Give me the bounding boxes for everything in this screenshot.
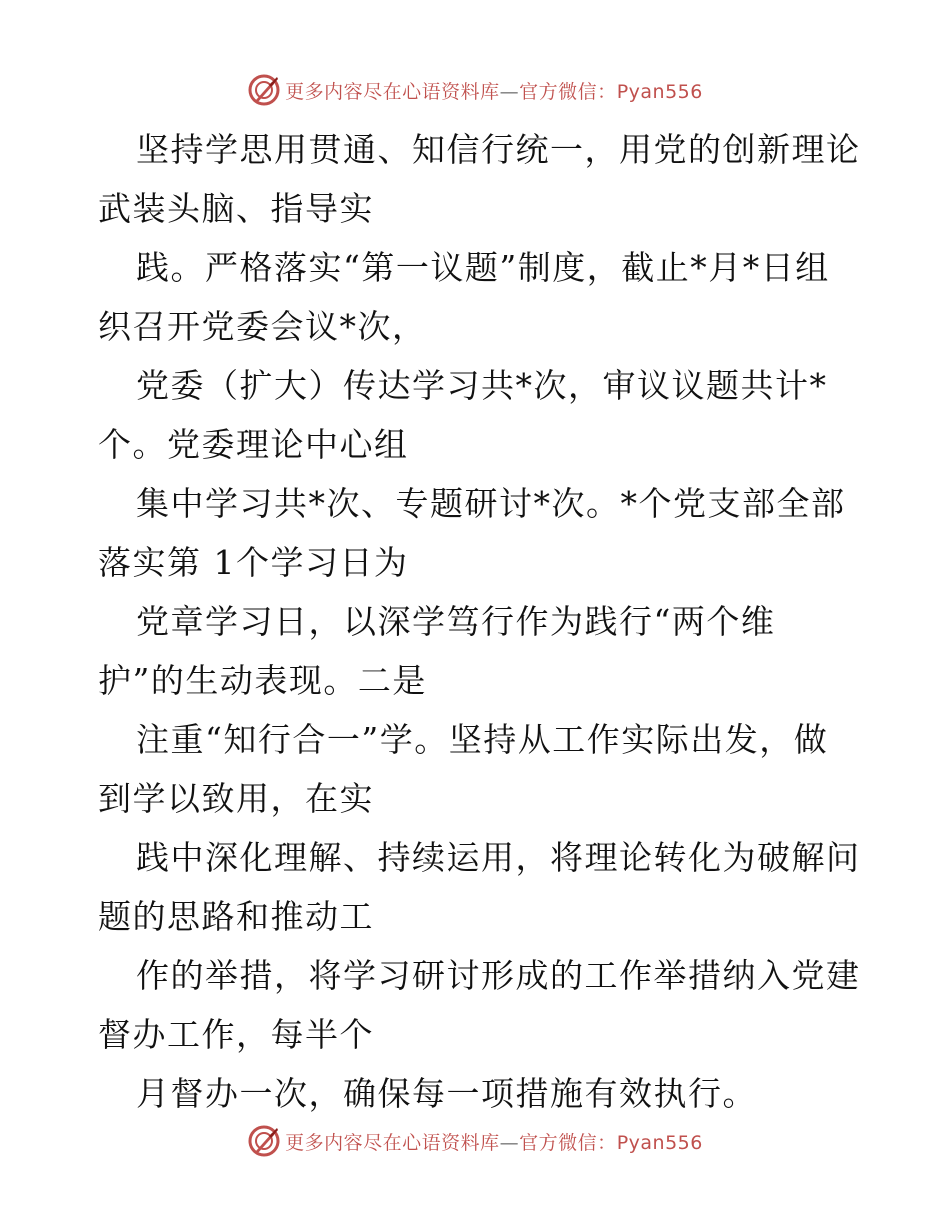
text-line: 注重“知行合一”学。坚持从工作实际出发，做 [136,720,829,759]
text-line: 题的思路和推动工 [98,897,374,936]
watermark-text: 更多内容尽在心语资料库—官方微信：Pyan556 [285,1131,703,1154]
text-line: 践中深化理解、持续运用，将理论转化为破解问 [136,838,861,877]
text-line: 作的举措，将学习研讨形成的工作举措纳入党建 [136,956,861,995]
logo-icon [247,73,281,107]
footer-watermark-banner [0,1123,950,1159]
logo-icon [247,1124,281,1158]
text-line: 到学以致用，在实 [98,779,374,818]
text-line: 护”的生动表现。二是 [98,661,427,700]
text-line: 个。党委理论中心组 [98,425,409,464]
text-line: 武装头脑、指导实 [98,189,374,228]
document-body [98,120,868,1123]
text-line: 践。严格落实“第一议题”制度，截止*月*日组 [136,248,830,287]
text-line: 督办工作，每半个 [98,1015,374,1054]
text-line: 落实第 1个学习日为 [98,543,409,582]
text-line: 集中学习共*次、专题研讨*次。*个党支部全部 [136,484,846,523]
watermark-text: 更多内容尽在心语资料库—官方微信：Pyan556 [285,80,703,103]
text-line: 月督办一次，确保每一项措施有效执行。 [136,1074,757,1113]
text-line: 坚持学思用贯通、知信行统一，用党的创新理论 [136,130,861,169]
text-line: 织召开党委会议*次， [98,307,427,346]
text-line: 党章学习日，以深学笃行作为践行“两个维 [136,602,776,641]
header-watermark-banner [0,72,950,108]
text-line: 党委（扩大）传达学习共*次，审议议题共计* [136,366,828,405]
